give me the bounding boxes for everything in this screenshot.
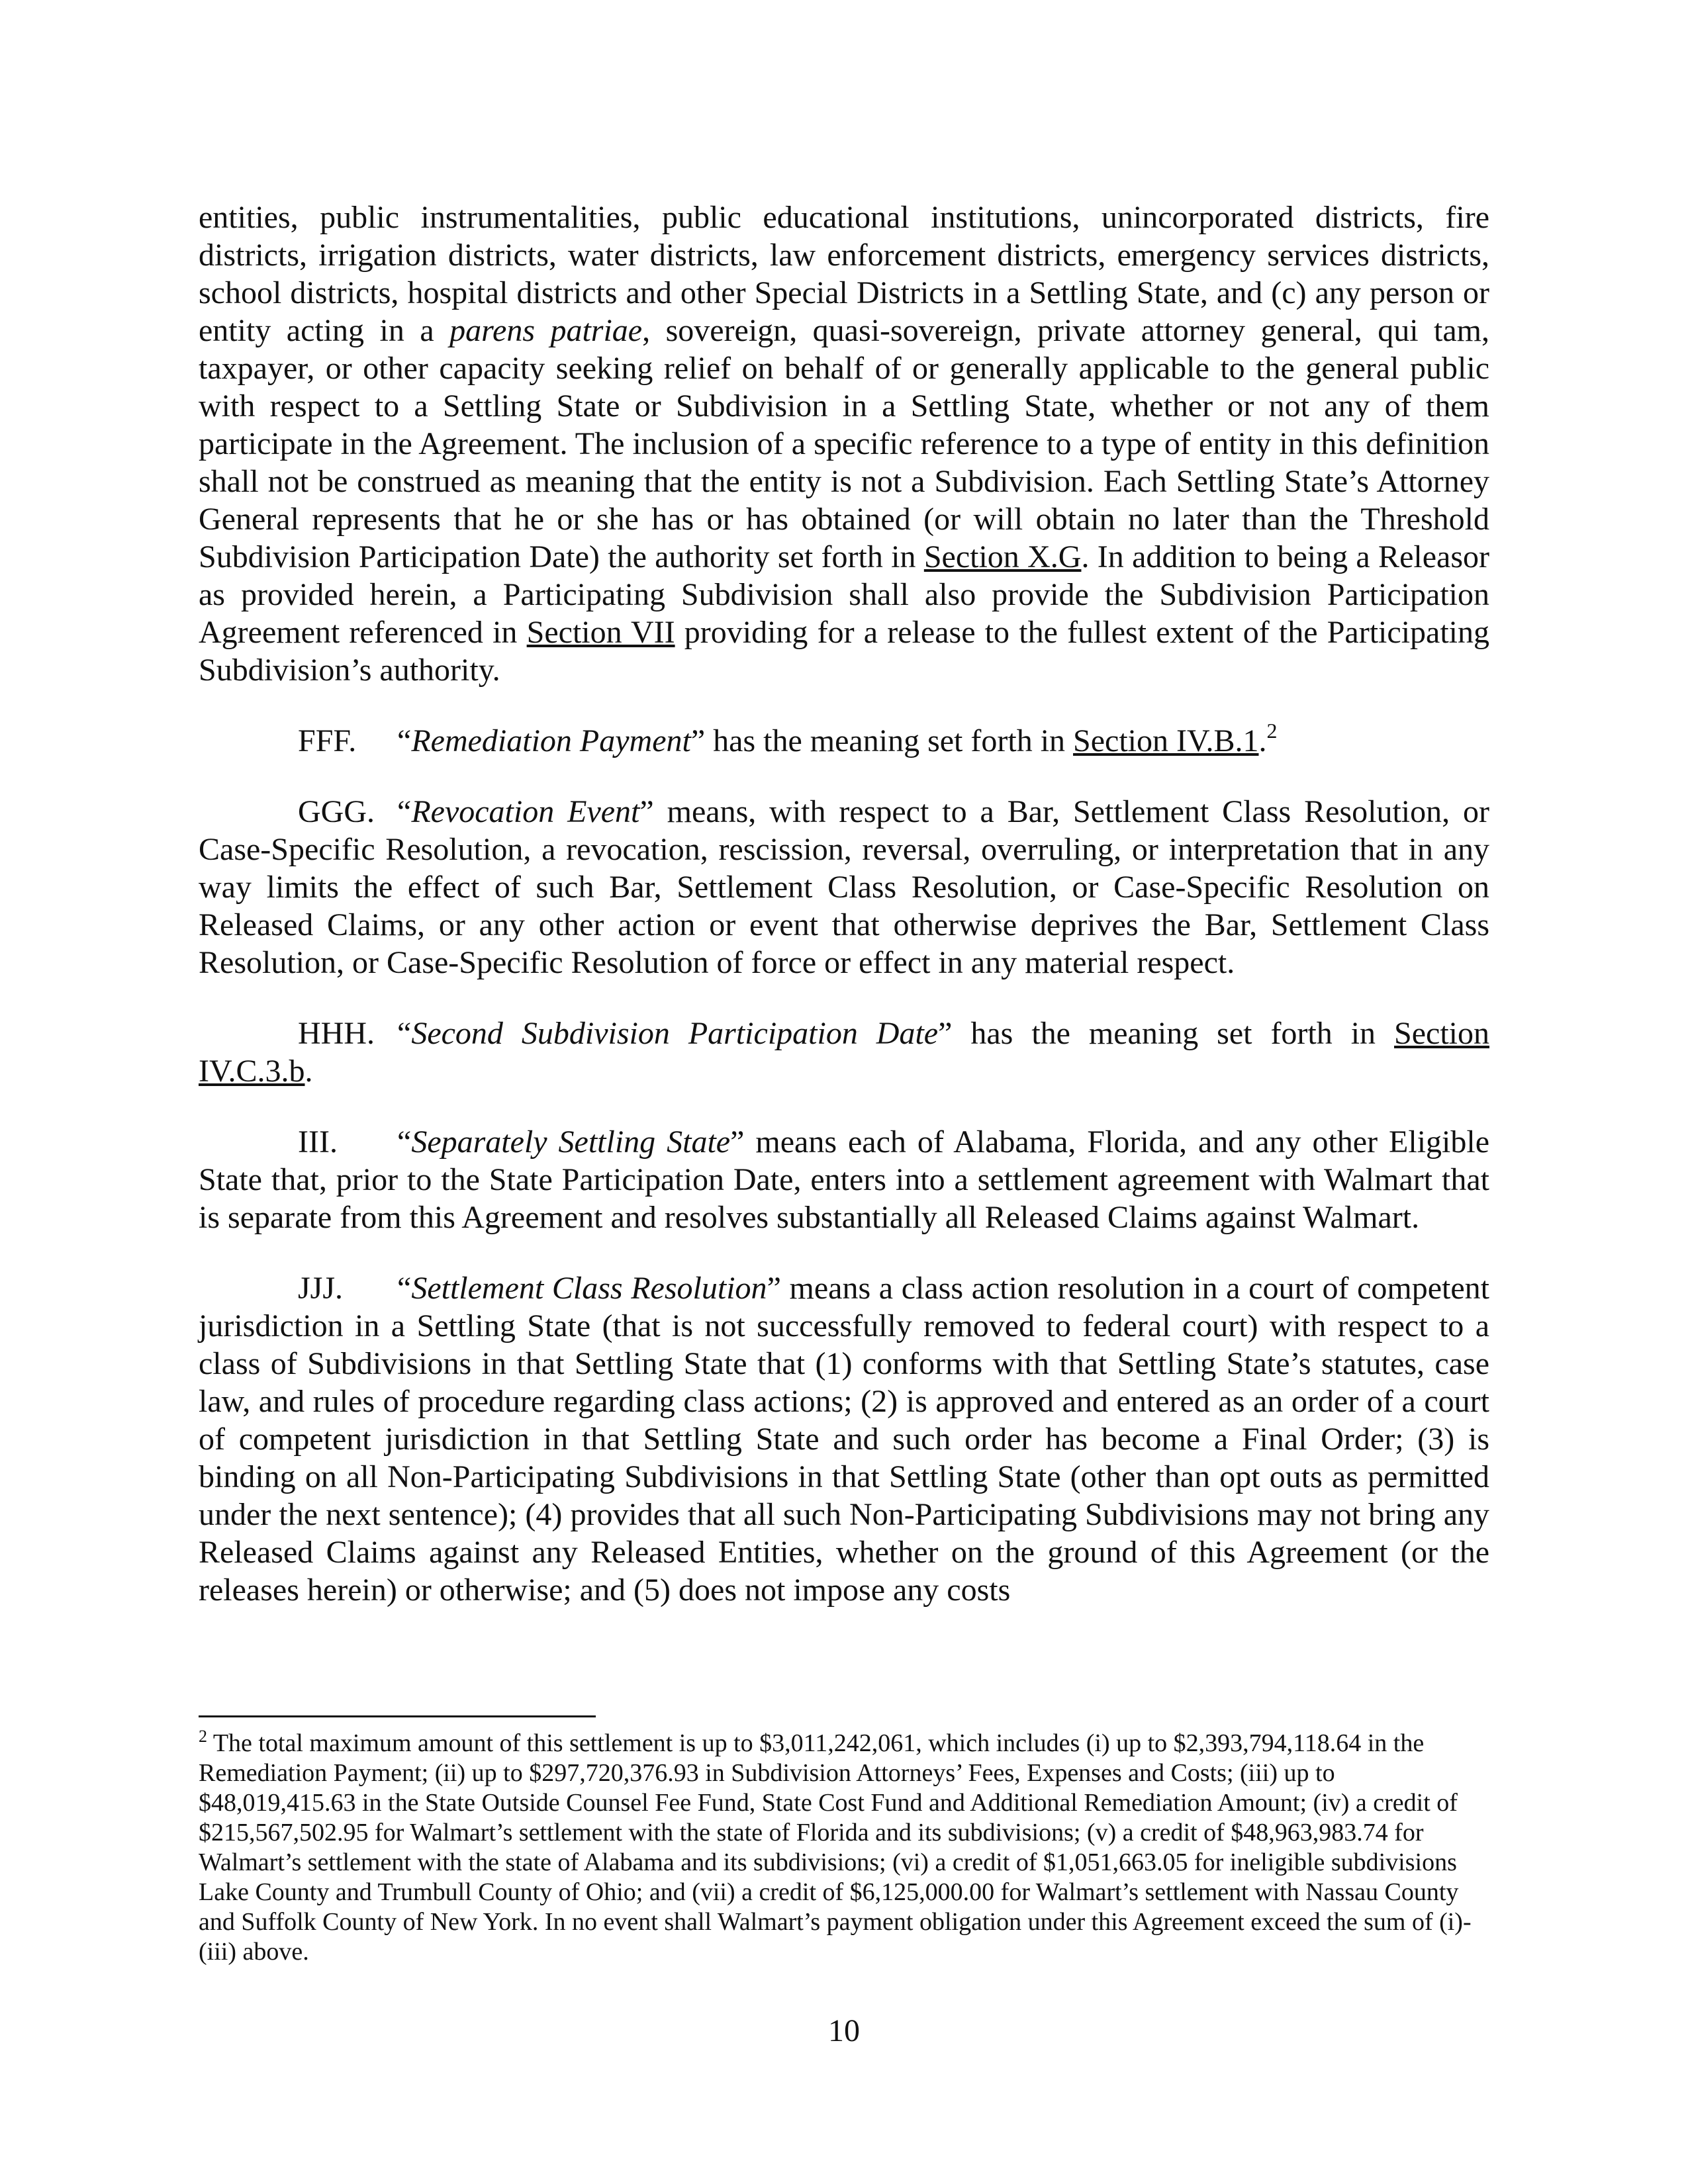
page-number: 10 [828,2013,860,2048]
text-run: means a class action resolution in a court of competent jurisdiction in a Settling State (that is not successfully removed to federal court) with respect to a class of Subdivisions in that Settling State that (1) conforms with that Settling State’s statutes, case law, and rules of procedure regarding class actions; (2) is approved and entered as an order of a court of competent jurisdiction in that Settling State and such order has become a Final Order; (3) is binding on all Non-Participating Subdivisions in that Settling State (other than opt outs as permitted under the next sentence); (4) provides that all such Non-Participating Subdivisions may not bring any Released Claims against any Released Entities, whether on the ground of this Agreement (or the releases herein) or otherwise; and (5) does not impose any costs [199,1271,1489,1608]
text-run: entities, public instrumentalities, public educational institutions, unincorporated districts, fire districts, irrigation districts, water districts, law enforcement districts, emergency services districts, school districts, hospital districts and other Special Districts in a Settling State, and (c) any person or entity acting in a [199,200,1489,348]
definition-hhh [199,1015,1489,1090]
footnote-text: The total maximum amount of this settlement is up to $3,011,242,061, which includes (i) up to $2,393,794,118.64 in the Remediation Payment; (ii) up to $297,720,376.93 in Subdivision Attorneys’ Fees, Expenses and Costs; (iii) up to $48,019,415.63 in the State Outside Counsel Fee Fund, State Cost Fund and Additional Remediation Amount; (iv) a credit of $215,567,502.95 for Walmart’s settlement with the state of Florida and its subdivisions; (v) a credit of $48,963,983.74 for Walmart’s settlement with the state of Alabama and its subdivisions; (vi) a credit of $1,051,663.05 for ineligible subdivisions Lake County and Trumbull County of Ohio; and (vii) a credit of $6,125,000.00 for Walmart’s settlement with Nassau County and Suffolk County of New York. In no event shall Walmart’s payment obligation under this Agreement exceed the sum of (i)-(iii) above. [199,1729,1472,1966]
footnote-number: 2 [199,1727,207,1746]
definition-iii [199,1123,1489,1236]
defined-term: Revocation Event [411,794,640,829]
definition-label: GGG. [298,794,375,829]
section-reference: Section X.G [923,539,1082,574]
section-reference: Section VII [526,615,675,650]
text-run: . [305,1054,313,1089]
paragraph-continuation [199,199,1489,689]
text-run: has the meaning set forth in [952,1016,1395,1051]
open-quote: “ [397,1124,412,1160]
definition-label: FFF. [298,723,357,758]
text-run: . In addition to being a Releasor as provided herein, a Participating Subdivision shall also provide the Subdivision Participation Agreement referenced in [199,539,1489,650]
definition-label: III. [298,1124,338,1160]
italic-term: parens patriae [449,313,643,348]
text-run: means, with respect to a Bar, Settlement Class Resolution, or Case-Specific Resolution, a revocation, rescission, reversal, overruling, or interpretation that in any way limits the effect of such Bar, Settlement Class Resolution, or Case-Specific Resolution on Released Claims, or any other action or event that otherwise deprives the Bar, Settlement Class Resolution, or Case-Specific Resolution of force or effect in any material respect. [199,794,1490,980]
document-body [199,199,1489,1609]
close-quote: ” [938,1016,953,1051]
defined-term: Second Subdivision Participation Date [411,1016,939,1051]
open-quote: “ [397,1271,412,1306]
definition-fff [199,719,1489,760]
defined-term: Separately Settling State [411,1124,731,1160]
open-quote: “ [397,794,412,829]
close-quote: ” [690,723,706,758]
defined-term: Settlement Class Resolution [411,1271,767,1306]
defined-term: Remediation Payment [411,723,691,758]
close-quote: ” [639,794,654,829]
open-quote: “ [397,1016,412,1051]
open-quote: “ [397,723,412,758]
text-run: providing for a release to the fullest extent of the Participating Subdivision’s authority. [199,615,1490,688]
definition-ggg [199,793,1489,981]
footnote-2 [199,1729,1489,1967]
footnote-marker[interactable]: 2 [1266,719,1278,743]
definition-label: JJJ. [298,1271,344,1306]
text-run: means each of Alabama, Florida, and any other Eligible State that, prior to the State Participation Date, enters into a settlement agreement with Walmart that is separate from this Agreement and resolves substantially all Released Claims against Walmart. [199,1124,1490,1235]
text-run: has the meaning set forth in [705,723,1074,758]
section-reference: Section IV.C.3.b [199,1016,1489,1089]
text-run: . [1258,723,1267,758]
section-reference: Section IV.B.1 [1073,723,1259,758]
text-run: , sovereign, quasi-sovereign, private attorney general, qui tam, taxpayer, or other capacity seeking relief on behalf of or generally applicable to the general public with respect to a Settling State or Subdivision in a Settling State, whether or not any of them participate in the Agreement. The inclusion of a specific reference to a type of entity in this definition shall not be construed as meaning that the entity is not a Subdivision. Each Settling State’s Attorney General represents that he or she has or has obtained (or will obtain no later than the Threshold Subdivision Participation Date) the authority set forth in [199,313,1489,574]
definition-jjj [199,1269,1489,1609]
close-quote: ” [730,1124,745,1160]
definition-label: HHH. [298,1016,375,1051]
footnote-separator [199,1715,596,1717]
close-quote: ” [767,1271,781,1306]
